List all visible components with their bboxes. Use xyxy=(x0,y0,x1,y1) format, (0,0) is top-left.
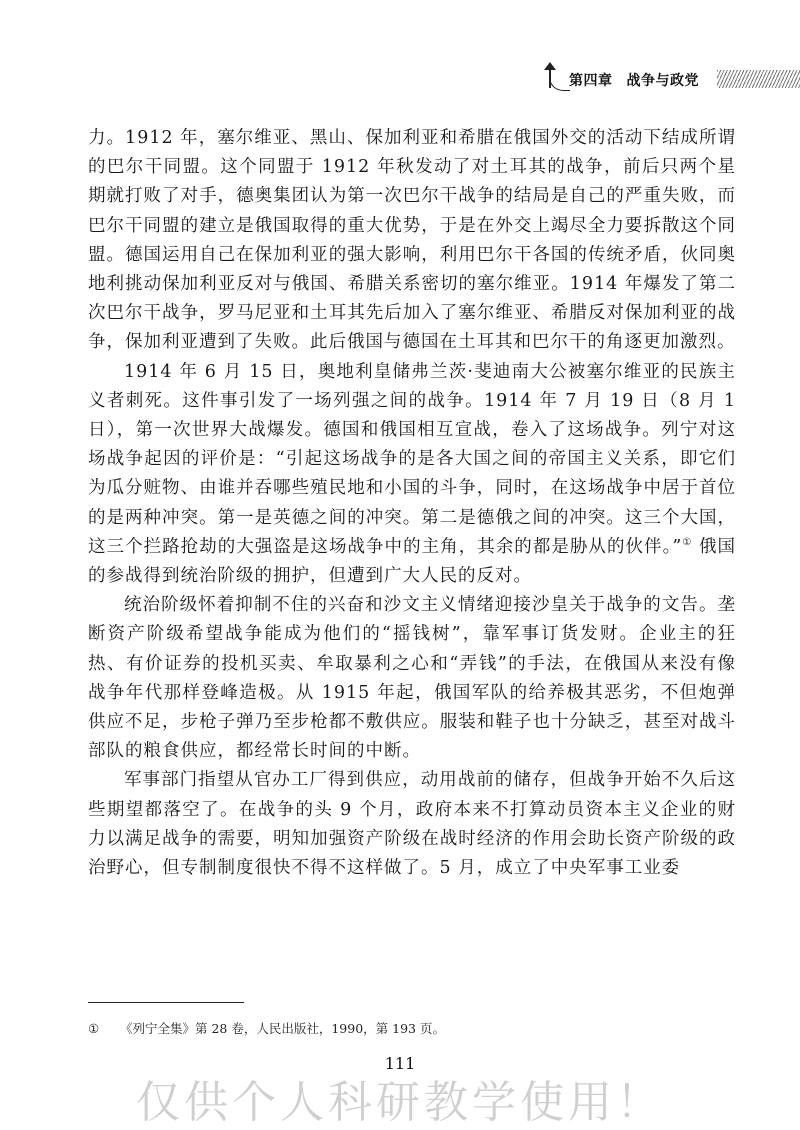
footnote-reference: ① xyxy=(682,537,693,549)
chapter-name: 战争与政党 xyxy=(626,73,699,89)
paragraph-1: 力。1912 年，塞尔维亚、黑山、保加利亚和希腊在俄国外交的活动下结成所谓的巴尔干同盟。这个同盟于 1912 年秋发动了对土耳其的战争，前后只两个星期就打败了对手，德奥集团认为第一次巴尔干战争的结局是自己的严重失败，而巴尔干同盟的建立是俄国取得的重大优势，于是在外交上竭尽全力要拆散这个同盟。德国运用自己在保加利亚的强大影响，利用巴尔干各国的传统矛盾，伙同奥地利挑动保加利亚反对与俄国、希腊关系密切的塞尔维亚。1914 年爆发了第二次巴尔干战争，罗马尼亚和土耳其先后加入了塞尔维亚、希腊反对保加利亚的战争，保加利亚遭到了失败。此后俄国与德国在土耳其和巴尔干的角逐更加激烈。 xyxy=(88,128,736,353)
paragraph-2 xyxy=(88,358,736,592)
footnote-text: 《列宁全集》第 28 卷，人民出版社，1990，第 193 页。 xyxy=(120,1021,445,1036)
watermark-text: 仅供个人科研教学使用！ xyxy=(136,1077,664,1128)
footnote xyxy=(88,1019,445,1037)
running-header xyxy=(542,62,800,92)
paragraph-2-text-after: 俄国的参战得到统治阶级的拥护，但遭到广大人民的反对。 xyxy=(88,536,736,587)
chapter-title xyxy=(569,70,699,90)
header-corner-curve xyxy=(549,76,570,91)
paragraph-2-text: 1914 年 6 月 15 日，奥地利皇储弗兰茨·斐迪南大公被塞尔维亚的民族主义者刺死。这件事引发了一场列强之间的战争。1914 年 7 月 19 日（8 月 1 日），第一次世界大战爆发。德国和俄国相互宣战，卷入了这场战争。列宁对这场战争起因的评价是：“引起这场战争的是各大国之间的帝国主义关系，即它们为瓜分赃物、由谁并吞哪些殖民地和小国的斗争，同时，在这场战争中居于首位的是两种冲突。第一是英德之间的冲突。第二是德俄之间的冲突。这三个大国，这三个拦路抢劫的大强盗是这场战争中的主角，其余的都是胁从的伙伴。” xyxy=(88,361,736,557)
footnote-mark: ① xyxy=(88,1021,100,1036)
paragraph-3: 统治阶级怀着抑制不住的兴奋和沙文主义情绪迎接沙皇关于战争的文告。垄断资产阶级希望战争能成为他们的“摇钱树”，靠军事订货发财。企业主的狂热、有价证券的投机买卖、牟取暴利之心和“弄钱”的手法，在俄国从来没有像战争年代那样登峰造极。从 1915 年起，俄国军队的给养极其恶劣，不但炮弹供应不足，步枪子弹乃至步枪都不敷供应。服装和鞋子也十分缺乏，甚至对战斗部队的粮食供应，都经常长时间的中断。 xyxy=(88,595,736,762)
footnote-divider xyxy=(88,1002,244,1003)
page-number: 111 xyxy=(384,1054,416,1073)
body-text xyxy=(88,124,736,883)
chapter-number: 第四章 xyxy=(569,73,613,89)
header-decorative-stripe xyxy=(717,70,800,88)
paragraph-4: 军事部门指望从官办工厂得到供应，动用战前的储存，但战争开始不久后这些期望都落空了。在战争的头 9 个月，政府本来不打算动员资本主义企业的财力以满足战争的需要，明知加强资产阶级在战时经济的作用会助长资产阶级的政治野心，但专制制度很快不得不这样做了。5 月，成立了中央军事工业委 xyxy=(88,770,736,879)
